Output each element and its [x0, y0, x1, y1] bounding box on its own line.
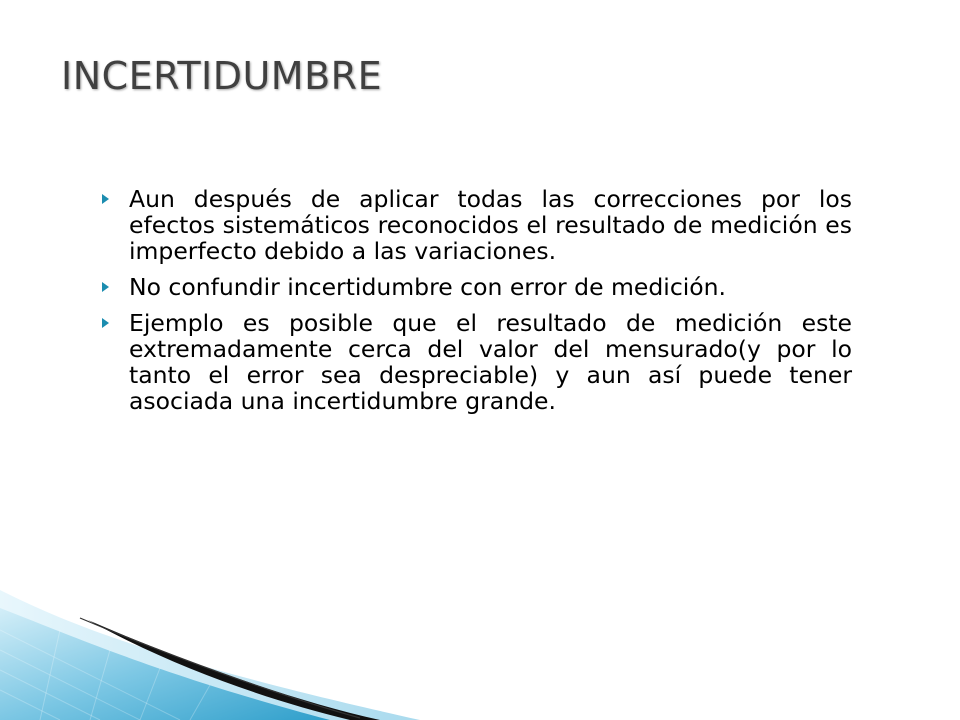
- bullet-text: Aun después de aplicar todas las correcciones por los efectos sistemáticos reconocidos el resultado de medición es imperfecto debido a las variaciones.: [129, 185, 852, 265]
- bullet-list: [100, 186, 852, 424]
- bullet-item: [100, 274, 852, 300]
- bullet-item: [100, 186, 852, 264]
- triangle-right-icon: [102, 194, 109, 204]
- bullet-item: [100, 310, 852, 414]
- triangle-right-icon: [102, 282, 109, 292]
- bullet-text: Ejemplo es posible que el resultado de medición este extremadamente cerca del valor del mensurado(y por lo tanto el error sea despreciable) y aun así puede tener asociada una incertidumbre grande.: [129, 309, 852, 415]
- bullet-text: No confundir incertidumbre con error de medición.: [129, 273, 727, 301]
- slide-title: INCERTIDUMBRE: [61, 54, 383, 98]
- triangle-right-icon: [102, 318, 109, 328]
- corner-wave-decoration: [0, 590, 420, 720]
